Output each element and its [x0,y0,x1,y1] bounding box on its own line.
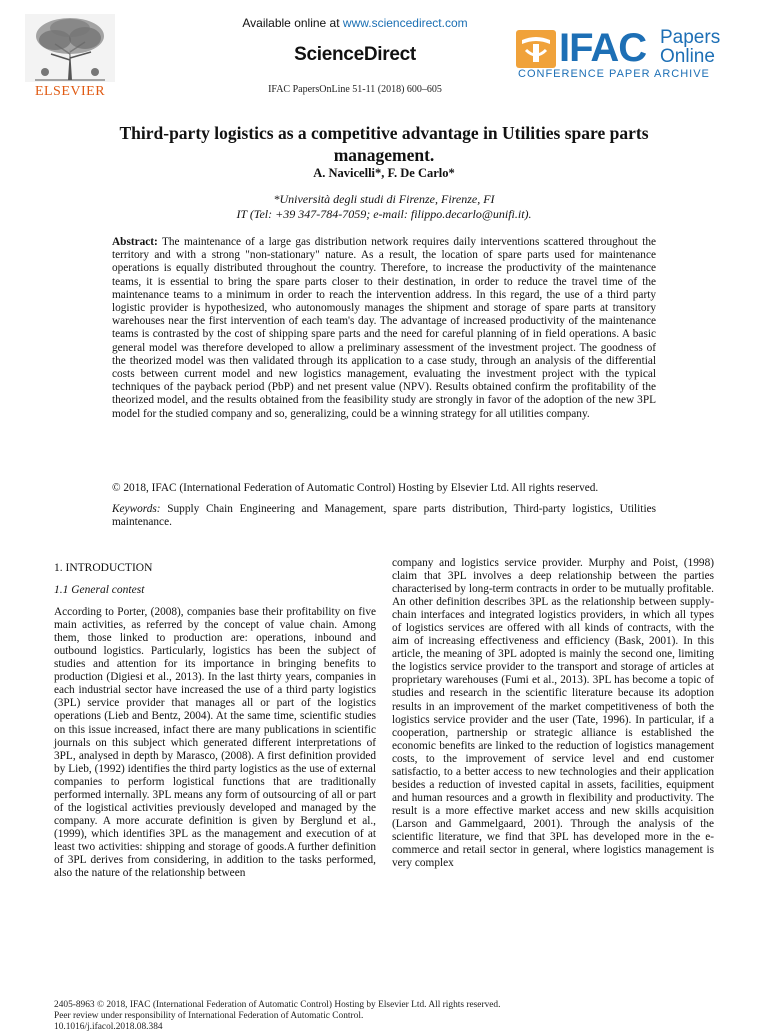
keywords-text: Supply Chain Engineering and Management, spare parts distribution, Third-party logistics, Utilities maintenance. [112,503,656,529]
copyright-notice: © 2018, IFAC (International Federation of Automatic Control) Hosting by Elsevier Ltd. All rights reserved. [112,482,599,494]
sciencedirect-link[interactable]: www.sciencedirect.com [342,16,468,30]
page-footer [54,1000,734,1033]
body-column-right [392,557,714,870]
paper-title: Third-party logistics as a competitive advantage in Utilities spare parts management. [119,123,649,165]
ifac-mark-icon [516,30,556,68]
footer-doi[interactable]: 10.1016/j.ifacol.2018.08.384 [54,1022,163,1032]
sciencedirect-brand: ScienceDirect [294,44,416,65]
ifac-logo [516,26,746,86]
subsection-heading: 1.1 General contest [54,584,145,597]
keywords [112,503,656,529]
ifac-archive-label: CONFERENCE PAPER ARCHIVE [518,68,710,80]
ifac-papers-label: Papers [660,27,721,48]
abstract-text: The maintenance of a large gas distribution network requires daily interventions scattered throughout the territory and with a strong "non-stationary" nature. As a result, the location of spare parts used for maintenance operations is equally distributed throughout the country. Therefore, to increase the productivity of the maintenance teams, it is essential to bring the spare parts closer to their destination, in order to reduce the travel time of the maintenance teams to a minimum in order to reach the intervention address. In this regard, the use of a third party logistic provider is hypothesized, who autonomously manages the shipment and storage of spare parts at transitory warehouses near the first intervention of each team's day. The advantage of increased productivity of the maintenance teams is contrasted by the cost of shipping spare parts and the need for careful planning of in field operations. A basic general model was therefore developed to allow a preliminary assessment of the investment project. The goodness of the theorized model was then validated through its application to a case study, through an analysis of the differential costs between current model and new logistics management, evaluating the investment project with the typical techniques of the payback period (PbP) and net present value (NPV). Results obtained confirm the profitability of the theorized model, and the results obtained from the feasibility study are strongly in favor of the adoption of the new 3PL model for the studied company and so, generalizing, could be a winning strategy for all utilities company. [112,236,656,420]
affiliation-line-2: IT (Tel: +39 347-784-7059; e-mail: filippo.decarlo@unifi.it). [236,207,532,221]
body-column-left [54,562,376,880]
affiliation-line-1: *Università degli studi di Firenze, Firenze, FI [273,192,495,206]
ifac-papers-online [660,28,720,66]
footer-issn: 2405-8963 © 2018, IFAC (International Federation of Automatic Control) Hosting by Elsevier Ltd. All rights reserved. [54,1000,501,1010]
body-paragraph-left: According to Porter, (2008), companies base their profitability on five main activities, as referred by the concept of value chain. Among them, those linked to production are: operations, inbound and outbound logistics. Particularly, logistics has been the subject of studies and attention for its importance in bringing benefits to production (Digiesi et al., 2013). In the last thirty years, companies in each industrial sector have increased the use of a third party logistics (3PL) service provider that manages all or part of the logistics operations (Lieb and Bentz, 2004). At the same time, scientific studies on this issue increased, infact there are many publications in scientific journals on this subject which generated different interpretations of 3PL, analysed in depth by Marasco, (2008). A first definition provided by Lieb, (1992) identifies the third party logistics as the use of external companies to perform logistical functions that are traditionally performed internally. 3PL means any form of outsourcing of all or part of the logistical activities previously developed and managed by the company. A more accurate definition is given by Berglund et al., (1999), which identifies 3PL as the management and execution of at least two activities: shipping and storage of goods.A further definition of 3PL derives from considering, in addition to the tasks performed, also the nature of the relationship between [54,606,376,880]
paper-authors: A. Navicelli*, F. De Carlo* [313,166,455,180]
available-online [190,16,520,30]
journal-reference: IFAC PapersOnLine 51-11 (2018) 600–605 [268,84,442,95]
author-affiliation [80,192,688,222]
footer-peer-review: Peer review under responsibility of International Federation of Automatic Control. [54,1011,364,1021]
section-heading: 1. INTRODUCTION [54,562,153,574]
ifac-wordmark: IFAC [559,26,647,70]
available-prefix: Available online at [242,16,343,30]
body-paragraph-right: company and logistics service provider. Murphy and Poist, (1998) claim that 3PL involves a deep relationship between the parties characterised by long-term contracts in order to be mutually profitable. An other definition describes 3PL as the relationship between supply-chain interfaces and integrated logistics providers, in which all types of logistics services are offered with all kinds of contracts, with the aim of increasing effectiveness and efficiency (Bask, 2001). In this article, the meaning of 3PL adopted is mainly the second one, limiting the logistics service provider to the transport and storage of articles at proprietary warehouses (Fumi et al., 2013). 3PL has become a topic of studies and research in the scientific literature because its adoption results in an improvement of the market competitiveness of both the logistics service provider and the user (Tate, 1996). In particular, if a cooperation, partnership or strategic alliance is established the economic benefits are linked to the reduction of logistics management costs, to the improvement of service level and end customer satisfactio, to a better access to new technologies and their application besides a reduction of invested capital in assets, facilities, equipment and human resources and a growth in flexibility and productivity. The result is a more effective market access and new skills acquisition (Larson and Gammelgaard, 2001). Through the analysis of the scientific literature, we find that 3PL has developed more in the e-commerce and retail sector in general, where logistics management is very complex [392,557,714,870]
keywords-label: Keywords: [112,503,161,515]
elsevier-logo [20,14,120,100]
abstract-label: Abstract: [112,236,158,248]
elsevier-tree-icon [25,14,115,82]
ifac-online-label: Online [660,46,715,67]
abstract [112,236,656,421]
elsevier-wordmark: ELSEVIER [34,84,106,99]
